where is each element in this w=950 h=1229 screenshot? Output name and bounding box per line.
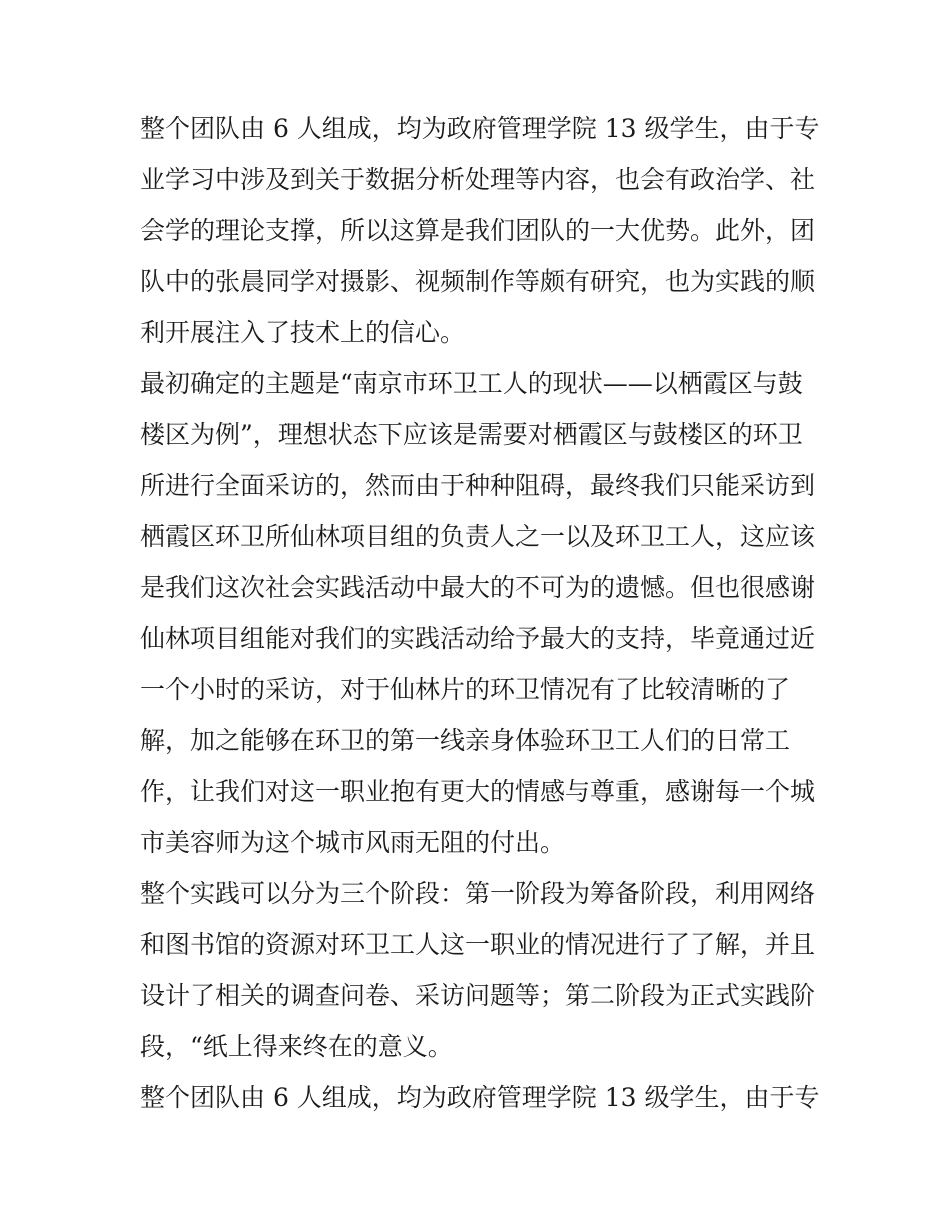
text-line: 利开展注入了技术上的信心。 bbox=[140, 318, 466, 347]
document-body bbox=[140, 103, 820, 1123]
text-line: 会学的理论支撑，所以这算是我们团队的一大优势。此外，团 bbox=[140, 216, 816, 245]
text-line: 解，加之能够在环卫的第一线亲身体验环卫工人们的日常工 bbox=[140, 726, 791, 755]
text-line: 段，“纸上得来终在的意义。 bbox=[140, 1032, 453, 1061]
text-line: 作，让我们对这一职业抱有更大的情感与尊重，感谢每一个城 bbox=[140, 777, 816, 806]
text-line: 整个团队由 6 人组成，均为政府管理学院 13 级学生，由于专 bbox=[140, 114, 820, 143]
text-line: 和图书馆的资源对环卫工人这一职业的情况进行了了解，并且 bbox=[140, 930, 816, 959]
text-line: 市美容师为这个城市风雨无阻的付出。 bbox=[140, 828, 566, 857]
text-line: 业学习中涉及到关于数据分析处理等内容，也会有政治学、社 bbox=[140, 165, 816, 194]
text-line: 栖霞区环卫所仙林项目组的负责人之一以及环卫工人，这应该 bbox=[140, 522, 816, 551]
text-line: 一个小时的采访，对于仙林片的环卫情况有了比较清晰的了 bbox=[140, 675, 791, 704]
text-line: 最初确定的主题是“南京市环卫工人的现状——以栖霞区与鼓 bbox=[140, 369, 803, 398]
text-line: 所进行全面采访的，然而由于种种阻碍，最终我们只能采访到 bbox=[140, 471, 816, 500]
text-line: 是我们这次社会实践活动中最大的不可为的遗憾。但也很感谢 bbox=[140, 573, 816, 602]
text-line: 设计了相关的调查问卷、采访问题等；第二阶段为正式实践阶 bbox=[140, 981, 816, 1010]
text-line: 整个团队由 6 人组成，均为政府管理学院 13 级学生，由于专 bbox=[140, 1083, 820, 1112]
text-line: 仙林项目组能对我们的实践活动给予最大的支持，毕竟通过近 bbox=[140, 624, 816, 653]
text-line: 楼区为例”，理想状态下应该是需要对栖霞区与鼓楼区的环卫 bbox=[140, 420, 803, 449]
text-line: 队中的张晨同学对摄影、视频制作等颇有研究，也为实践的顺 bbox=[140, 267, 816, 296]
text-line: 整个实践可以分为三个阶段：第一阶段为筹备阶段，利用网络 bbox=[140, 879, 816, 908]
